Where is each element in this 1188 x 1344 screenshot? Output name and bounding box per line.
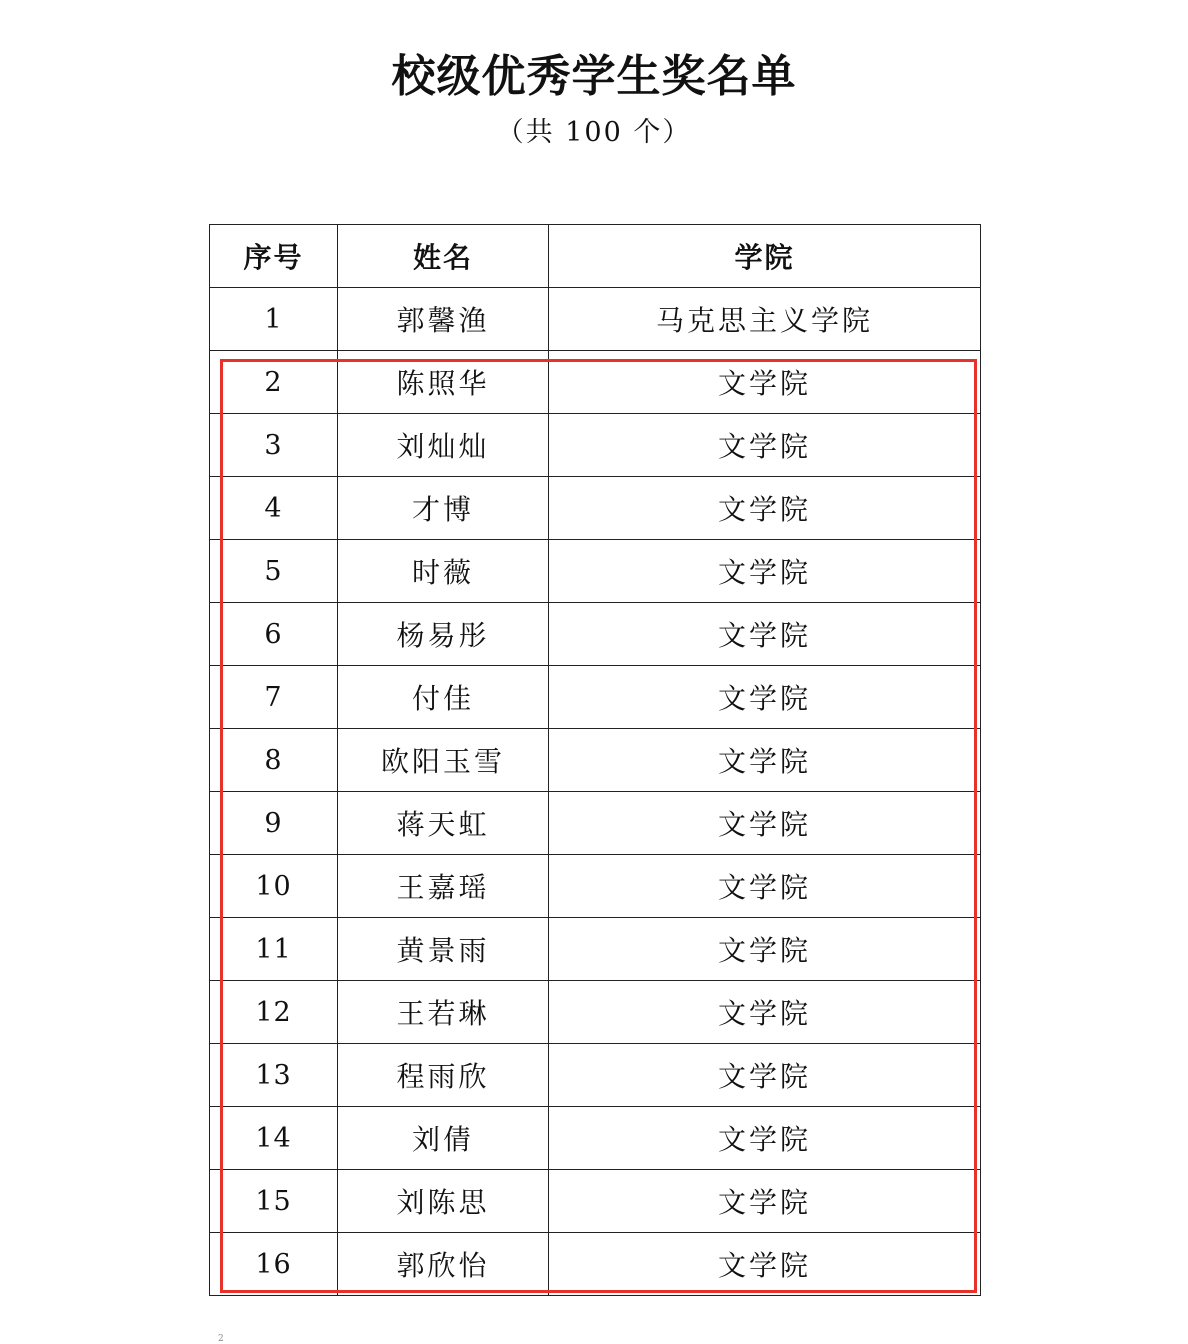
student-name: 杨易彤	[338, 603, 549, 666]
table-row	[210, 981, 981, 1044]
row-number: 15	[210, 1170, 338, 1233]
student-roster-table	[209, 224, 981, 1296]
student-name: 刘灿灿	[338, 414, 549, 477]
student-name: 付佳	[338, 666, 549, 729]
page-number-mark: 2	[218, 1334, 224, 1344]
row-number: 16	[210, 1233, 338, 1296]
table-row	[210, 477, 981, 540]
college-name: 文学院	[549, 981, 981, 1044]
table-row	[210, 1044, 981, 1107]
college-name: 文学院	[549, 1233, 981, 1296]
college-name: 文学院	[549, 1107, 981, 1170]
college-name: 文学院	[549, 918, 981, 981]
table-row	[210, 351, 981, 414]
student-name: 郭欣怡	[338, 1233, 549, 1296]
college-name: 文学院	[549, 603, 981, 666]
row-number: 6	[210, 603, 338, 666]
table-row	[210, 540, 981, 603]
table-row	[210, 414, 981, 477]
table-header-row	[210, 225, 981, 288]
college-name: 文学院	[549, 351, 981, 414]
student-name: 王若琳	[338, 981, 549, 1044]
student-name: 郭馨渔	[338, 288, 549, 351]
student-name: 程雨欣	[338, 1044, 549, 1107]
table-row	[210, 792, 981, 855]
table-row	[210, 288, 981, 351]
college-name: 文学院	[549, 1044, 981, 1107]
row-number: 2	[210, 351, 338, 414]
student-name: 王嘉瑶	[338, 855, 549, 918]
table-row	[210, 1233, 981, 1296]
table-row	[210, 603, 981, 666]
student-name: 黄景雨	[338, 918, 549, 981]
row-number: 3	[210, 414, 338, 477]
row-number: 8	[210, 729, 338, 792]
row-number: 10	[210, 855, 338, 918]
row-number: 9	[210, 792, 338, 855]
student-name: 蒋天虹	[338, 792, 549, 855]
document-subtitle: （共 100 个）	[496, 117, 692, 148]
row-number: 14	[210, 1107, 338, 1170]
student-name: 时薇	[338, 540, 549, 603]
row-number: 1	[210, 288, 338, 351]
table-row	[210, 918, 981, 981]
table-row	[210, 729, 981, 792]
document-title: 校级优秀学生奖名单	[391, 51, 797, 102]
student-name: 刘倩	[338, 1107, 549, 1170]
row-number: 7	[210, 666, 338, 729]
college-name: 文学院	[549, 477, 981, 540]
row-number: 4	[210, 477, 338, 540]
student-name: 刘陈思	[338, 1170, 549, 1233]
row-number: 11	[210, 918, 338, 981]
row-number: 12	[210, 981, 338, 1044]
college-name: 文学院	[549, 666, 981, 729]
header-college: 学院	[549, 225, 981, 288]
student-name: 欧阳玉雪	[338, 729, 549, 792]
college-name: 文学院	[549, 540, 981, 603]
row-number: 13	[210, 1044, 338, 1107]
header-name: 姓名	[338, 225, 549, 288]
college-name: 文学院	[549, 414, 981, 477]
table-row	[210, 1170, 981, 1233]
student-name: 陈照华	[338, 351, 549, 414]
college-name: 文学院	[549, 792, 981, 855]
table-row	[210, 1107, 981, 1170]
table-row	[210, 666, 981, 729]
college-name: 文学院	[549, 1170, 981, 1233]
header-number: 序号	[210, 225, 338, 288]
college-name: 文学院	[549, 855, 981, 918]
row-number: 5	[210, 540, 338, 603]
student-name: 才博	[338, 477, 549, 540]
college-name: 文学院	[549, 729, 981, 792]
college-name: 马克思主义学院	[549, 288, 981, 351]
table-row	[210, 855, 981, 918]
